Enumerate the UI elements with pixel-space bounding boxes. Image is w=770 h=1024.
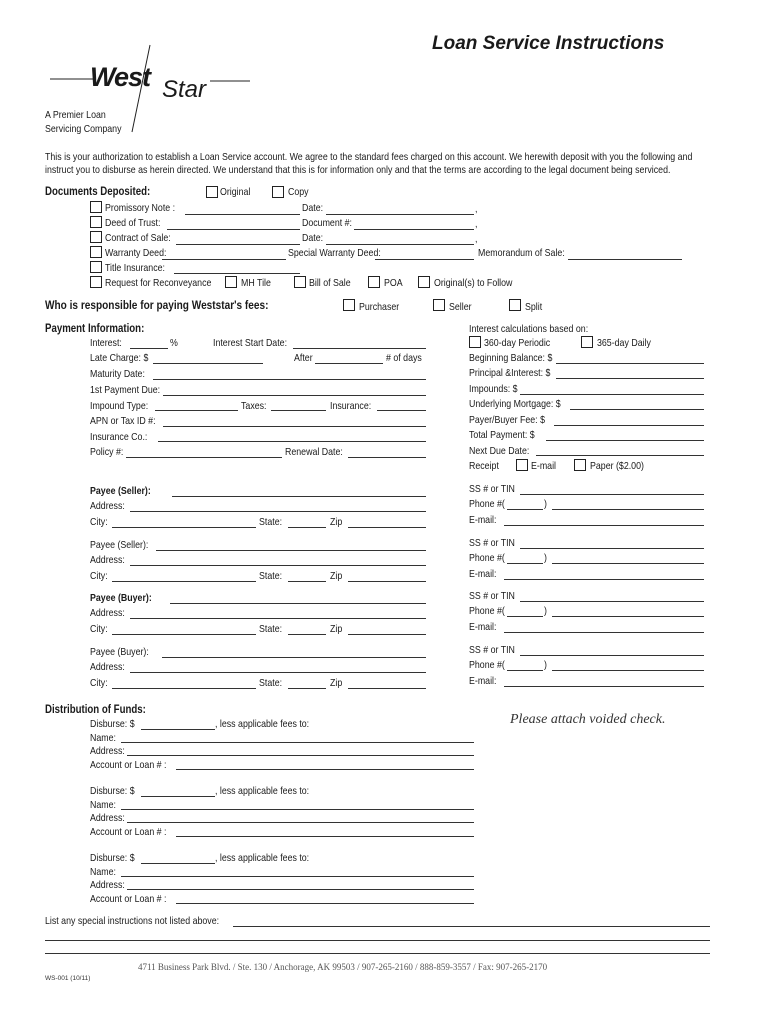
payee-4-email-field[interactable] [504, 686, 704, 687]
payee-3-address-field[interactable] [130, 618, 426, 619]
payee-4-city-field[interactable] [112, 688, 256, 689]
calc-heading: Interest calculations based on: [469, 323, 589, 335]
payee-1-label: Payee (Seller): [90, 485, 151, 497]
apn-field[interactable] [163, 426, 426, 427]
receipt-paper-label: Paper ($2.00) [590, 460, 644, 472]
footer-address: 4711 Business Park Blvd. / Ste. 130 / Anchorage, AK 99503 / 907-265-2160 / 888-859-3557 / Fax: 907-265-2170 [138, 962, 548, 972]
distribution-heading: Distribution of Funds: [45, 704, 146, 716]
originals-checkbox[interactable] [418, 276, 430, 288]
disburse-2-account-field[interactable] [176, 836, 474, 837]
beginning-label: Beginning Balance: $ [469, 352, 553, 364]
disburse-3-name-label: Name: [90, 866, 116, 878]
payee-2-ss-label: SS # or TIN [469, 537, 515, 549]
disburse-2-name-label: Name: [90, 799, 116, 811]
payment-heading: Payment Information: [45, 323, 145, 335]
fees-heading: Who is responsible for paying Weststar's fees: [45, 298, 269, 312]
disburse-1-address-field[interactable] [127, 755, 474, 756]
payer-fee-label: Payer/Buyer Fee: $ [469, 414, 545, 426]
poa-checkbox[interactable] [368, 276, 380, 288]
promissory-label: Promissory Note : [105, 202, 176, 214]
payee-3-city-field[interactable] [112, 634, 256, 635]
payee-4-label: Payee (Buyer): [90, 646, 149, 658]
renewal-field[interactable] [348, 457, 426, 458]
disburse-2-label: Disburse: $ [90, 785, 135, 797]
payee-3-address-label: Address: [90, 607, 125, 619]
payee-4-state-field[interactable] [288, 688, 326, 689]
beginning-field[interactable] [556, 363, 704, 364]
seller-label: Seller [449, 301, 472, 313]
payee-4-phone-label: Phone #( [469, 659, 505, 671]
payee-2-ss-field[interactable] [520, 548, 704, 549]
warranty-field[interactable] [162, 259, 286, 260]
impounds-field[interactable] [520, 394, 704, 395]
documents-heading: Documents Deposited: [45, 186, 151, 198]
payee-3-field[interactable] [170, 603, 426, 604]
apn-label: APN or Tax ID #: [90, 415, 156, 427]
tagline-line-1: A Premier Loan [45, 109, 106, 121]
promissory-checkbox[interactable] [90, 201, 102, 213]
disburse-3-fees-label: , less applicable fees to: [215, 852, 310, 864]
interest-label: Interest: [90, 337, 122, 349]
principal-field[interactable] [556, 378, 704, 379]
payee-4-address-field[interactable] [130, 672, 426, 673]
payee-2-state-field[interactable] [288, 581, 326, 582]
payee-4-address-label: Address: [90, 661, 125, 673]
comma-3: , [475, 233, 478, 245]
intro-line-1: This is your authorization to establish a Loan Service account. We agree to the standard fees charged on this account. We herewith deposit with you the following and [45, 151, 693, 163]
mh-title-checkbox[interactable] [225, 276, 237, 288]
payee-1-phone-area-field[interactable] [507, 509, 543, 510]
comma-1: , [475, 203, 478, 215]
payee-3-email-field[interactable] [504, 632, 704, 633]
disburse-3-label: Disburse: $ [90, 852, 135, 864]
contract-checkbox[interactable] [90, 231, 102, 243]
percent-label: % [170, 337, 178, 349]
payee-4-field[interactable] [162, 657, 426, 658]
insurance-co-field[interactable] [158, 441, 426, 442]
poa-label: POA [384, 277, 403, 289]
split-label: Split [525, 301, 543, 313]
memorandum-label: Memorandum of Sale: [478, 247, 565, 259]
special-instructions-field-3[interactable] [45, 953, 710, 954]
payee-4-zip-field[interactable] [348, 688, 426, 689]
payee-1-phone-close: ) [544, 498, 547, 510]
document-no-field[interactable] [354, 229, 474, 230]
payee-2-zip-label: Zip [330, 570, 343, 582]
payee-1-zip-label: Zip [330, 516, 343, 528]
payee-1-ss-label: SS # or TIN [469, 483, 515, 495]
payee-3-email-label: E-mail: [469, 621, 497, 633]
next-due-field[interactable] [536, 455, 704, 456]
deed-field[interactable] [167, 229, 300, 230]
payee-1-address-label: Address: [90, 500, 125, 512]
disburse-3-address-field[interactable] [127, 889, 474, 890]
periodic-checkbox[interactable] [469, 336, 481, 348]
payee-1-state-label: State: [259, 516, 283, 528]
payee-1-city-field[interactable] [112, 527, 256, 528]
policy-field[interactable] [126, 457, 282, 458]
payee-3-label: Payee (Buyer): [90, 592, 152, 604]
interest-start-field[interactable] [293, 348, 426, 349]
mh-title-label: MH Tile [241, 277, 271, 289]
disburse-2-amount-field[interactable] [141, 796, 215, 797]
impound-field[interactable] [155, 410, 238, 411]
payee-4-email-label: E-mail: [469, 675, 497, 687]
intro-line-2: instruct you to disburse as herein directed. We understand that this is for information only and that the terms are according to the legal document being serviced. [45, 164, 671, 176]
disburse-3-name-field[interactable] [121, 876, 474, 877]
interest-field[interactable] [130, 348, 168, 349]
payee-1-phone-field[interactable] [552, 509, 704, 510]
daily-checkbox[interactable] [581, 336, 593, 348]
payee-2-city-field[interactable] [112, 581, 256, 582]
payee-1-field[interactable] [172, 496, 426, 497]
disburse-1-account-field[interactable] [176, 769, 474, 770]
after-field[interactable] [315, 363, 383, 364]
payee-3-state-label: State: [259, 623, 283, 635]
late-charge-label: Late Charge: $ [90, 352, 149, 364]
deed-checkbox[interactable] [90, 216, 102, 228]
payee-3-ss-field[interactable] [520, 601, 704, 602]
payee-3-phone-close: ) [544, 605, 547, 617]
first-payment-label: 1st Payment Due: [90, 384, 161, 396]
special-warranty-field[interactable] [375, 259, 474, 260]
title-insurance-label: Title Insurance: [105, 262, 165, 274]
payee-2-phone-area-field[interactable] [507, 563, 543, 564]
reconveyance-label: Request for Reconveyance [105, 277, 212, 289]
payee-2-email-label: E-mail: [469, 568, 497, 580]
policy-label: Policy #: [90, 446, 124, 458]
contract-field[interactable] [176, 244, 300, 245]
payee-1-email-field[interactable] [504, 525, 704, 526]
special-instructions-field-2[interactable] [45, 940, 710, 941]
late-charge-field[interactable] [153, 363, 263, 364]
comma-2: , [475, 218, 478, 230]
payee-4-phone-close: ) [544, 659, 547, 671]
disburse-1-name-label: Name: [90, 732, 116, 744]
payee-2-field[interactable] [156, 550, 426, 551]
payee-3-phone-label: Phone #( [469, 605, 505, 617]
insurance-field[interactable] [377, 410, 426, 411]
reconveyance-checkbox[interactable] [90, 276, 102, 288]
page-title: Loan Service Instructions [432, 33, 665, 54]
logo-text-west: West [90, 62, 151, 92]
split-checkbox[interactable] [509, 299, 521, 311]
disburse-2-name-field[interactable] [121, 809, 474, 810]
payee-2-address-label: Address: [90, 554, 125, 566]
insurance-co-label: Insurance Co.: [90, 431, 148, 443]
payee-1-address-field[interactable] [130, 511, 426, 512]
payee-4-city-label: City: [90, 677, 108, 689]
payee-3-phone-area-field[interactable] [507, 616, 543, 617]
disburse-2-address-label: Address: [90, 812, 125, 824]
impound-label: Impound Type: [90, 400, 149, 412]
seller-checkbox[interactable] [433, 299, 445, 311]
disburse-2-fees-label: , less applicable fees to: [215, 785, 310, 797]
payee-2-city-label: City: [90, 570, 108, 582]
receipt-email-checkbox[interactable] [516, 459, 528, 471]
logo-text-star: Star [162, 76, 207, 103]
payee-3-zip-field[interactable] [348, 634, 426, 635]
payee-2-zip-field[interactable] [348, 581, 426, 582]
payer-fee-field[interactable] [554, 425, 704, 426]
payee-2-phone-label: Phone #( [469, 552, 505, 564]
disburse-2-address-field[interactable] [127, 822, 474, 823]
payee-1-state-field[interactable] [288, 527, 326, 528]
payee-4-ss-label: SS # or TIN [469, 644, 515, 656]
maturity-label: Maturity Date: [90, 368, 145, 380]
underlying-label: Underlying Mortgage: $ [469, 398, 561, 410]
purchaser-label: Purchaser [359, 301, 400, 313]
impounds-label: Impounds: $ [469, 383, 518, 395]
taxes-field[interactable] [271, 410, 326, 411]
maturity-field[interactable] [153, 379, 426, 380]
first-payment-field[interactable] [163, 395, 426, 396]
payee-2-email-field[interactable] [504, 579, 704, 580]
original-label: Original [220, 186, 251, 198]
special-instructions-field-1[interactable] [233, 926, 710, 927]
warranty-checkbox[interactable] [90, 246, 102, 258]
taxes-label: Taxes: [241, 400, 267, 412]
special-warranty-label: Special Warranty Deed: [288, 247, 381, 259]
bill-of-sale-checkbox[interactable] [294, 276, 306, 288]
next-due-label: Next Due Date: [469, 445, 530, 457]
underlying-field[interactable] [570, 409, 704, 410]
daily-label: 365-day Daily [597, 337, 651, 349]
purchaser-checkbox[interactable] [343, 299, 355, 311]
payee-1-city-label: City: [90, 516, 108, 528]
payee-3-ss-label: SS # or TIN [469, 590, 515, 602]
disburse-1-account-label: Account or Loan # : [90, 759, 167, 771]
disburse-1-fees-label: , less applicable fees to: [215, 718, 310, 730]
after-label: After [294, 352, 313, 364]
periodic-label: 360-day Periodic [484, 337, 551, 349]
payee-4-state-label: State: [259, 677, 283, 689]
disburse-3-amount-field[interactable] [141, 863, 215, 864]
title-insurance-field[interactable] [174, 273, 300, 274]
payee-2-phone-close: ) [544, 552, 547, 564]
receipt-label: Receipt [469, 460, 499, 472]
total-field[interactable] [546, 440, 704, 441]
originals-label: Original(s) to Follow [434, 277, 513, 289]
disburse-3-account-field[interactable] [176, 903, 474, 904]
disburse-2-account-label: Account or Loan # : [90, 826, 167, 838]
copy-label: Copy [288, 186, 309, 198]
promissory-date-label: Date: [302, 202, 324, 214]
payee-2-address-field[interactable] [130, 565, 426, 566]
deed-label: Deed of Trust: [105, 217, 161, 229]
disburse-3-address-label: Address: [90, 879, 125, 891]
promissory-date-field[interactable] [326, 214, 474, 215]
copy-checkbox[interactable] [272, 186, 284, 198]
payee-2-state-label: State: [259, 570, 283, 582]
interest-start-label: Interest Start Date: [213, 337, 288, 349]
payee-2-label: Payee (Seller): [90, 539, 149, 551]
payee-4-phone-area-field[interactable] [507, 670, 543, 671]
disburse-1-label: Disburse: $ [90, 718, 135, 730]
contract-date-label: Date: [302, 232, 324, 244]
receipt-email-label: E-mail [531, 460, 557, 472]
contract-date-field[interactable] [326, 244, 474, 245]
payee-3-phone-field[interactable] [552, 616, 704, 617]
payee-3-state-field[interactable] [288, 634, 326, 635]
disburse-3-account-label: Account or Loan # : [90, 893, 167, 905]
special-instructions-label: List any special instructions not listed above: [45, 915, 220, 927]
payee-1-email-label: E-mail: [469, 514, 497, 526]
payee-1-ss-field[interactable] [520, 494, 704, 495]
days-label: # of days [386, 352, 422, 364]
memorandum-field[interactable] [568, 259, 682, 260]
payee-1-phone-label: Phone #( [469, 498, 505, 510]
original-checkbox[interactable] [206, 186, 218, 198]
insurance-label: Insurance: [330, 400, 372, 412]
disburse-1-name-field[interactable] [121, 742, 474, 743]
disburse-1-amount-field[interactable] [141, 729, 215, 730]
renewal-label: Renewal Date: [285, 446, 343, 458]
payee-3-city-label: City: [90, 623, 108, 635]
form-code: WS-001 (10/11) [45, 975, 91, 982]
payee-1-zip-field[interactable] [348, 527, 426, 528]
payee-2-phone-field[interactable] [552, 563, 704, 564]
total-label: Total Payment: $ [469, 429, 535, 441]
document-no-label: Document #: [302, 217, 353, 229]
disburse-1-address-label: Address: [90, 745, 125, 757]
title-insurance-checkbox[interactable] [90, 261, 102, 273]
voided-check-note: Please attach voided check. [510, 712, 666, 727]
bill-of-sale-label: Bill of Sale [309, 277, 351, 289]
payee-3-zip-label: Zip [330, 623, 343, 635]
payee-4-phone-field[interactable] [552, 670, 704, 671]
payee-4-ss-field[interactable] [520, 655, 704, 656]
payee-4-zip-label: Zip [330, 677, 343, 689]
warranty-label: Warranty Deed: [105, 247, 167, 259]
tagline-line-2: Servicing Company [45, 123, 122, 135]
receipt-paper-checkbox[interactable] [574, 459, 586, 471]
promissory-field[interactable] [185, 214, 300, 215]
contract-label: Contract of Sale: [105, 232, 171, 244]
principal-label: Principal &Interest: $ [469, 367, 551, 379]
